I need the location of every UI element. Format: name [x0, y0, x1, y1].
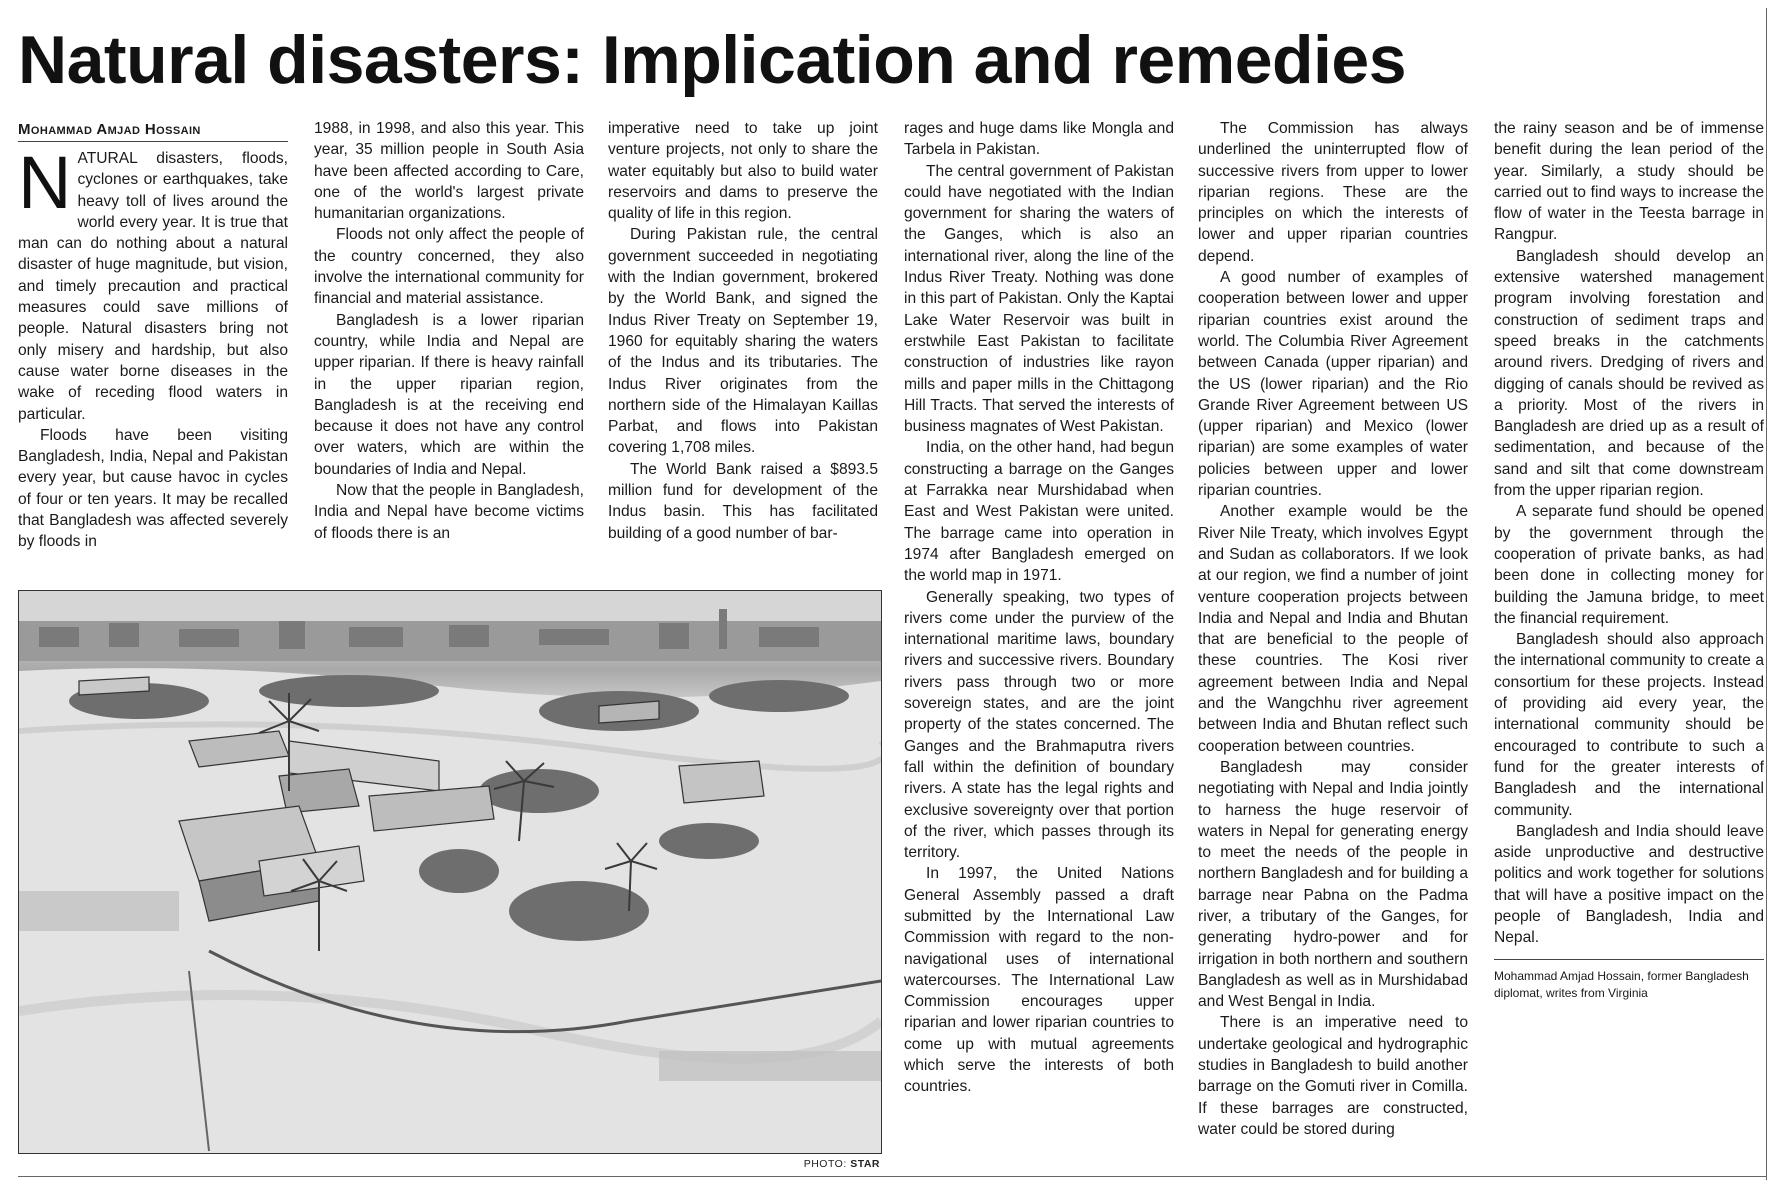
column-rule — [1766, 8, 1767, 1180]
paragraph: rages and huge dams like Mongla and Tarbela in Pakistan. — [904, 120, 1174, 159]
paragraph: A separate fund should be opened by the government through the cooperation of private banks, as had been done in collecting money for building the Jamuna bridge, to meet the financial requirement. — [1494, 503, 1764, 627]
headline: Natural disasters: Implication and remedies — [18, 22, 1407, 98]
paragraph: Now that the people in Bangladesh, India and Nepal have become victims of floods there is an — [314, 482, 584, 542]
article-column-3 — [608, 118, 878, 580]
paragraph: The World Bank raised a $893.5 million fund for development of the Indus basin. This has facilitated building of a good number of bar- — [608, 460, 878, 542]
dropcap: N — [18, 148, 72, 224]
paragraph: The Commission has always underlined the uninterrupted flow of successive rivers from upper to lower riparian regions. These are the principles on which the interests of lower and upper riparian countries depend. — [1198, 120, 1468, 265]
author-note-divider — [1494, 959, 1764, 1002]
paragraph: Bangladesh is a lower riparian country, while India and Nepal are upper riparian. If there is heavy rainfall in the upper riparian region, Bangladesh is at the receiving end because it does not have any control over waters, which are within the boundaries of India and Nepal. — [314, 311, 584, 478]
paragraph: Another example would be the River Nile Treaty, which involves Egypt and Sudan as collaborators. If we look at our region, we find a number of joint venture cooperation projects between India and Nepal and India and Bhutan that are beneficial to the people of these countries. The Kosi river agreement between India and Nepal and the Wangchhu river agreement between India and Bhutan reflect such cooperation between countries. — [1198, 503, 1468, 755]
paragraph: imperative need to take up joint venture projects, not only to share the water equitably but also to build water reservoirs and dams to preserve the quality of life in this region. — [608, 120, 878, 223]
flood-photo — [18, 590, 882, 1154]
paragraph: Floods not only affect the people of the country concerned, they also involve the international community for financial and material assistance. — [314, 226, 584, 308]
paragraph: In 1997, the United Nations General Assembly passed a draft submitted by the International Law Commission with regard to the non-navigational uses of international watercourses. The International Law Commission encourages upper riparian and lower riparian countries to come up with mutual agreements which serve the interests of both countries. — [904, 865, 1174, 1096]
paragraph: the rainy season and be of immense benefit during the lean period of the year. Similarly, a study should be carried out to find ways to increase the flow of water in the Teesta barrage in Rangpur. — [1494, 120, 1764, 244]
paragraph: During Pakistan rule, the central government succeeded in negotiating with the Indian government, brokered by the World Bank, and signed the Indus River Treaty on September 19, 1960 for equitably sharing the waters of the Indus and its tributaries. The Indus River originates from the northern side of the Himalayan Kaillas Parbat, and flows into Pakistan covering 1,708 miles. — [608, 226, 878, 457]
author-note: Mohammad Amjad Hossain, former Bangladesh diplomat, writes from Virginia — [1494, 968, 1749, 1000]
article-column-2 — [314, 118, 584, 580]
article-column-5 — [1198, 118, 1468, 1181]
paragraph: Generally speaking, two types of rivers come under the purview of the international maritime laws, boundary rivers and successive rivers. Boundary rivers pass through two or more sovereign states, and are the joint property of the states concerned. The Ganges and the Brahmaputra rivers fall within the definition of boundary rivers. A state has the legal rights and exclusive sovereignty over that portion of the river, which passes through its territory. — [904, 588, 1174, 862]
article-column-6 — [1494, 118, 1764, 1181]
byline: Mohammad Amjad Hossain — [18, 121, 288, 142]
paragraph: A good number of examples of cooperation between lower and upper riparian countries exist around the world. The Columbia River Agreement between Canada (upper riparian) and the US (lower riparian) and the Rio Grande River Agreement between US (upper riparian) and Mexico (lower riparian) are some examples of water policies between upper and lower riparian countries. — [1198, 269, 1468, 500]
paragraph: Floods have been visiting Bangladesh, India, Nepal and Pakistan every year, but cause havoc in cycles of four or ten years. It may be recalled that Bangladesh was affected severely by floods in — [18, 426, 288, 551]
paragraph: NATURAL disasters, floods, cyclones or earthquakes, take heavy toll of lives around the world every year. It is true that man can do nothing about a natural disaster of huge magnitude, but vision, and timely precaution and practical measures could save millions of people. Natural disasters bring not only misery and hardship, but also cause water borne diseases in the wake of receding flood waters in particular. — [18, 148, 288, 423]
paragraph: 1988, in 1998, and also this year. This year, 35 million people in South Asia have been affected according to Care, one of the world's largest private humanitarian organizations. — [314, 120, 584, 223]
paragraph: The central government of Pakistan could have negotiated with the Indian government for sharing the waters of the Ganges, which is also an international river, along the line of the Indus River Treaty. Nothing was done in this part of Pakistan. Only the Kaptai Lake Water Reservoir was built in erstwhile East Pakistan to facilitate construction of industries like rayon mills and paper mills in the Chittagong Hill Tracts. That served the interests of business magnates of West Pakistan. — [904, 162, 1174, 436]
flood-photo-illustration — [19, 591, 881, 1153]
paragraph: There is an imperative need to undertake geological and hydrographic studies in Bangladesh to build another barrage on the Gomuti river in Comilla. If these barrages are constructed, water could be stored during — [1198, 1014, 1468, 1138]
paragraph: Bangladesh and India should leave aside unproductive and destructive politics and work together for solutions that will have a positive impact on the people of Bangladesh, India and Nepal. — [1494, 822, 1764, 947]
page-bottom-rule — [18, 1176, 1767, 1177]
article-column-1 — [18, 148, 288, 576]
paragraph: Bangladesh should develop an extensive watershed management program involving forestation and construction of sediment traps and speed breaks in the catchments around rivers. Dredging of rivers and digging of canals should be revived as a priority. Most of the rivers in Bangladesh are dried up as a result of sedimentation, and because of the sand and silt that come downstream from the upper riparian region. — [1494, 247, 1764, 500]
photo-credit: PHOTO: STAR — [803, 1158, 880, 1170]
article-column-4 — [904, 118, 1174, 1181]
paragraph: Bangladesh should also approach the international community to create a consortium for these projects. Instead of providing aid every year, the international community should be encouraged to contribute to such a fund for the greater interests of Bangladesh and the international community. — [1494, 631, 1764, 819]
paragraph: Bangladesh may consider negotiating with Nepal and India jointly to harness the huge reservoir of waters in Nepal for generating energy to meet the needs of the people in northern Bangladesh and for building a barrage near Pabna on the Padma river, a tributary of the Ganges, for generating hydro-power and for irrigation in both northern and southern Bangladesh as well as in Murshidabad and West Bengal in India. — [1198, 758, 1468, 1011]
paragraph: India, on the other hand, had begun constructing a barrage on the Ganges at Farrakka near Murshidabad when East and West Pakistan were united. The barrage came into operation in 1974 after Bangladesh emerged on the world map in 1971. — [904, 439, 1174, 585]
